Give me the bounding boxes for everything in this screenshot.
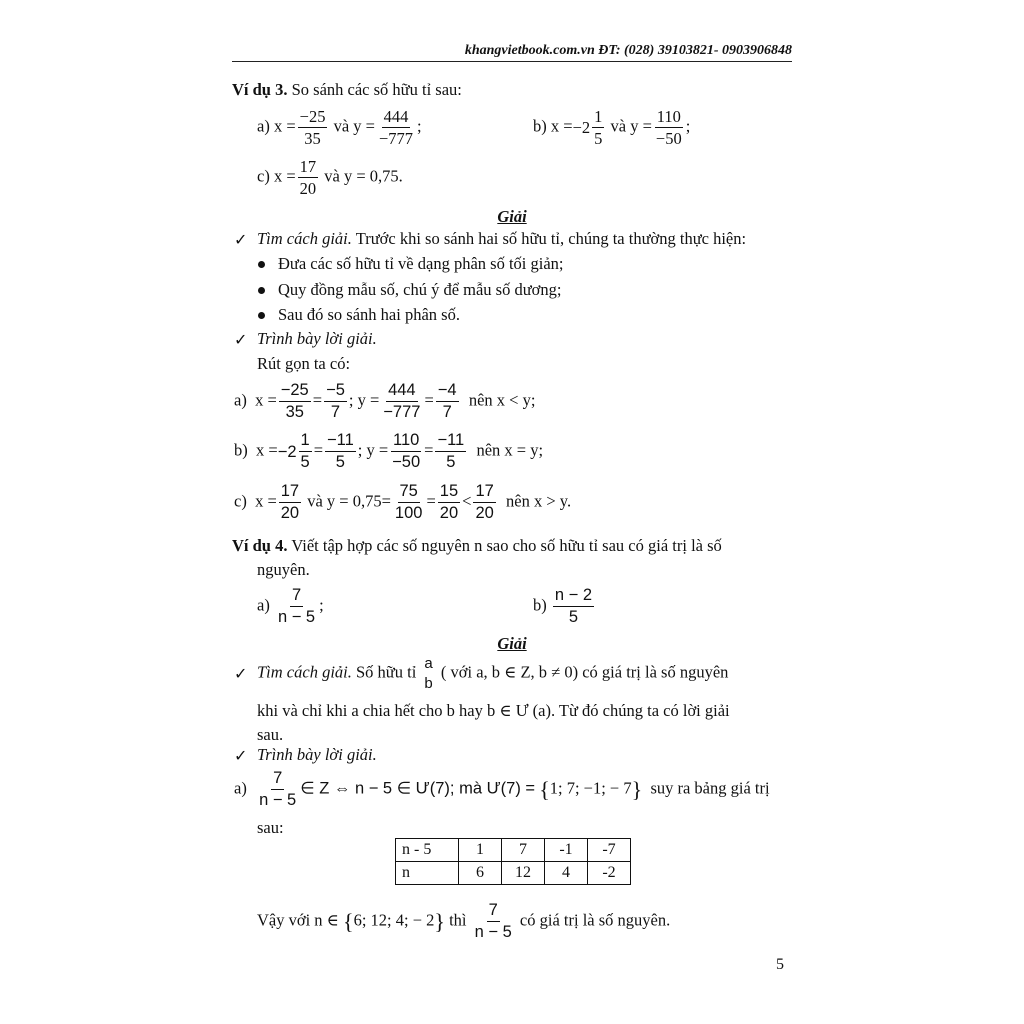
ex4-sol-sau: sau: — [257, 818, 284, 837]
fraction: $\frac{17}{20}$ — [475, 482, 494, 523]
fraction: $\frac{444}{-777}$ — [383, 381, 421, 422]
bullet-icon — [258, 312, 265, 319]
ex3-c-y: và y = 0,75. — [324, 166, 403, 186]
ex4-solution-heading: Giải — [497, 634, 527, 653]
ex4-b-label: b) — [533, 595, 547, 615]
ex4-approach-pre: Số hữu tỉ — [356, 662, 417, 682]
ex4-prompt-line2: nguyên. — [257, 560, 310, 579]
table-row — [396, 862, 631, 885]
ex3-solution-c-mid: và y = 0,75= — [307, 491, 391, 511]
table-cell: n — [396, 862, 459, 885]
check-icon: ✓ — [234, 332, 248, 349]
ex3-approach — [257, 231, 746, 248]
ex3-b-mixed: −2 $\frac{1}{5}$ — [572, 107, 603, 149]
table-cell: -1 — [545, 839, 588, 862]
ex4-conclusion-frac: $\frac{7}{n - 5}$ — [474, 901, 512, 942]
ex3-bullet-2: Quy đồng mẫu số, chú ý để mẫu số dương; — [278, 280, 562, 299]
table-cell: 7 — [502, 839, 545, 862]
fraction: $\frac{-5}{7}$ — [326, 381, 345, 422]
ex3-approach-text: Trước khi so sánh hai số hữu tỉ, chúng ta thường thực hiện: — [355, 229, 747, 248]
ex4-conclusion-mid: thì — [449, 910, 467, 930]
bullet-icon — [258, 287, 265, 294]
page-header: khangvietbook.com.vn ĐT: (028) 39103821- 0903906848 — [464, 43, 792, 58]
ex4-b-frac: $\frac{n - 2}{5}$ — [554, 586, 593, 627]
ex3-b-y-frac: $\frac{110}{-50}$ — [655, 107, 682, 149]
ex4-title: Ví dụ 4. — [232, 536, 288, 555]
fraction: $\frac{-25}{35}$ — [280, 381, 309, 422]
ex3-bullet-3: Sau đó so sánh hai phân số. — [278, 305, 460, 324]
ex3-solution-a-tail: nên x < y; — [468, 390, 536, 410]
ex4-heading — [232, 538, 722, 555]
fraction: $\frac{-11}{5}$ — [437, 431, 465, 472]
ex3-part-b: b) x = −2 $\frac{1}{5}$ và y = $\frac{110}{-50}$ ; — [533, 107, 691, 149]
ex4-sol-frac: $\frac{7}{n - 5}$ — [259, 769, 297, 810]
page-number: 5 — [776, 956, 784, 973]
fraction: $\frac{15}{20}$ — [439, 482, 459, 523]
ex4-approach — [257, 656, 728, 692]
table-cell: 1 — [459, 839, 502, 862]
ex4-approach-line2: khi và chỉ khi a chia hết cho b hay b ∈ Ư (a). Từ đó chúng ta có lời giải — [257, 701, 730, 720]
ex3-solution-b-tail: nên x = y; — [476, 440, 544, 460]
ex3-a-y-frac: $\frac{444}{-777}$ — [378, 107, 414, 149]
ex4-conclusion: Vậy với n ∈ {6; 12; 4; − 2} thì $\frac{7}{n - 5}$ có giá trị là số nguyên. — [257, 901, 671, 942]
ex4-divisor-set: 1; 7; −1; − 7 — [549, 778, 632, 798]
ex4-approach-line3: sau. — [257, 725, 284, 744]
ex4-solution-a: a) $\frac{7}{n - 5}$ ∈ Z ⇔ n − 5 ∈ Ư(7); mà Ư(7) = {1; 7; −1; − 7} suy ra bảng giá trị — [234, 769, 770, 810]
check-icon: ✓ — [234, 232, 248, 249]
check-icon: ✓ — [234, 748, 248, 765]
table-cell: 12 — [502, 862, 545, 885]
ex4-prompt-line1: Viết tập hợp các số nguyên n sao cho số hữu tỉ sau có giá trị là số — [291, 536, 722, 555]
fraction: $\frac{75}{100}$ — [394, 482, 423, 523]
ex3-solution-a: a) x = $\frac{-25}{35}$ = $\frac{-5}{7}$ ; y = $\frac{444}{-777}$ = $\frac{-4}{7}$ nên x < y; — [234, 381, 536, 422]
ex4-a-frac: $\frac{7}{n - 5}$ — [277, 586, 316, 627]
value-table — [395, 838, 631, 885]
ex3-prompt: So sánh các số hữu tỉ sau: — [291, 80, 462, 99]
ex3-a-label: a) — [257, 116, 270, 136]
ex3-approach-label: Tìm cách giải. — [257, 229, 352, 248]
table-cell: 6 — [459, 862, 502, 885]
ex3-bullet-1: Đưa các số hữu tỉ về dạng phân số tối giản; — [278, 254, 564, 273]
ex4-sol-mid: ∈ Z ⇔ n − 5 ∈ Ư(7); mà Ư(7) = — [300, 779, 536, 798]
ex4-presentation-label: Trình bày lời giải. — [257, 745, 377, 764]
ex3-title: Ví dụ 3. — [232, 80, 288, 99]
ex4-conclusion-pre: Vậy với n ∈ — [257, 910, 339, 930]
ex3-heading — [232, 82, 462, 99]
table-cell: n - 5 — [396, 839, 459, 862]
ex3-presentation-label: Trình bày lời giải. — [257, 329, 377, 348]
ex3-b-label: b) — [533, 116, 547, 136]
ex3-solution-b: b) x = −2 $\frac{1}{5}$ = $\frac{-11}{5}$ ; y = $\frac{110}{-50}$ = $\frac{-11}{5}$ nên x = y; — [234, 431, 544, 472]
bullet-icon — [258, 261, 265, 268]
ex3-solution-c-tail: nên x > y. — [506, 491, 572, 511]
table-cell: -2 — [588, 862, 631, 885]
ex4-conclusion-set: 6; 12; 4; − 2 — [353, 910, 435, 930]
ex3-a-x-frac: $\frac{-25}{35}$ — [299, 107, 326, 149]
ex4-a-label: a) — [257, 595, 270, 615]
fraction: $\frac{-4}{7}$ — [437, 381, 457, 422]
ex3-part-a: a) x = $\frac{-25}{35}$ và y = $\frac{444}{-777}$ ; — [257, 107, 422, 149]
check-icon: ✓ — [234, 666, 248, 683]
ex4-part-b — [533, 587, 596, 627]
ex3-part-c: c) x = $\frac{17}{20}$ và y = 0,75. — [257, 157, 403, 199]
ex3-solution-c: c) x = $\frac{17}{20}$ và y = 0,75= $\frac{75}{100}$ = $\frac{15}{20}$ < $\frac{17}{20}$ nên x > y. — [234, 482, 572, 523]
fraction: $\frac{-11}{5}$ — [327, 431, 354, 472]
fraction: $\frac{110}{-50}$ — [392, 431, 421, 472]
ex4-conclusion-post: có giá trị là số nguyên. — [519, 910, 671, 930]
header-rule — [232, 61, 792, 62]
ex4-sol-tail: suy ra bảng giá trị — [650, 778, 770, 798]
table-row — [396, 839, 631, 862]
table-cell: -7 — [588, 839, 631, 862]
ex4-sol-label: a) — [234, 778, 247, 798]
ex4-approach-post: ( với a, b ∈ Z, b ≠ 0) có giá trị là số nguyên — [440, 662, 729, 682]
ex3-solution-heading: Giải — [497, 207, 527, 226]
fraction: $\frac{17}{20}$ — [280, 482, 300, 523]
ex4-part-a: a) $\frac{7}{n - 5}$ ; — [257, 586, 324, 627]
ex4-ab-frac: a b — [424, 655, 433, 692]
ex3-c-label: c) — [257, 166, 270, 186]
ex3-simplify-intro: Rút gọn ta có: — [257, 354, 351, 373]
ex3-c-x-frac: $\frac{17}{20}$ — [299, 157, 317, 199]
table-cell: 4 — [545, 862, 588, 885]
mixed-number: −2 $\frac{1}{5}$ — [277, 431, 310, 472]
ex4-approach-label: Tìm cách giải. — [257, 662, 352, 682]
